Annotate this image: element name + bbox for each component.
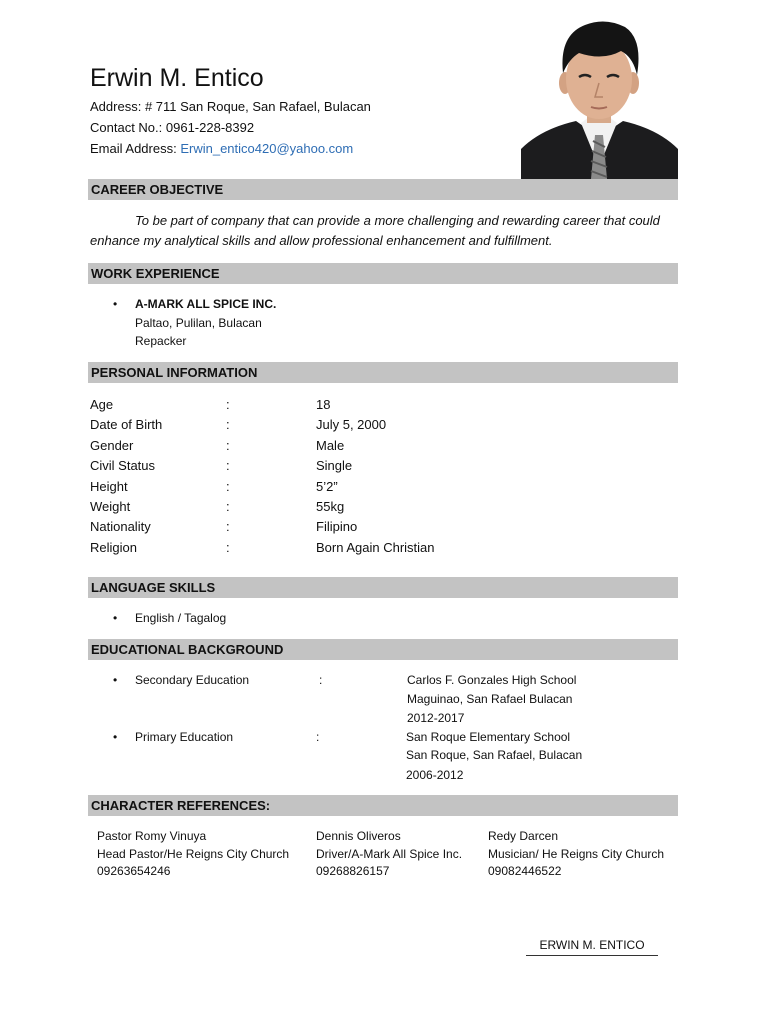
career-objective-heading: CAREER OBJECTIVE — [88, 179, 678, 200]
language-item: English / Tagalog — [135, 611, 227, 625]
edu-bullet: • — [113, 730, 118, 744]
edu-bullet: • — [113, 673, 118, 687]
pi-colon: : — [226, 519, 230, 534]
pi-value: Filipino — [316, 519, 358, 534]
reference-name: Dennis Oliveros — [316, 829, 401, 843]
address-line — [90, 99, 371, 114]
applicant-name: Erwin M. Entico — [90, 64, 264, 92]
pi-colon: : — [226, 479, 230, 494]
pi-label: Gender — [90, 438, 134, 453]
reference-phone: 09268826157 — [316, 864, 390, 878]
edu-school: Carlos F. Gonzales High School — [407, 673, 577, 687]
pi-value: 5’2” — [316, 479, 338, 494]
edu-years: 2012-2017 — [407, 711, 465, 725]
edu-colon: : — [319, 673, 323, 687]
pi-colon: : — [226, 397, 230, 412]
reference-title: Musician/ He Reigns City Church — [488, 847, 665, 861]
pi-colon: : — [226, 540, 230, 555]
character-references-heading: CHARACTER REFERENCES: — [88, 795, 678, 816]
reference-phone: 09082446522 — [488, 864, 562, 878]
pi-value: Born Again Christian — [316, 540, 435, 555]
career-objective-body: To be part of company that can provide a more challenging and rewarding career that could enhance my analytical skills and allow professional enhancement and fulfillment. — [90, 213, 660, 248]
pi-label: Age — [90, 397, 114, 412]
signature-name: ERWIN M. ENTICO — [526, 938, 658, 956]
contact-line — [90, 120, 254, 135]
pi-label: Date of Birth — [90, 417, 163, 432]
pi-value: Male — [316, 438, 345, 453]
edu-address: San Roque, San Rafael, Bulacan — [406, 748, 583, 762]
address-value: # 711 San Roque, San Rafael, Bulacan — [144, 99, 371, 114]
work-company: A-MARK ALL SPICE INC. — [135, 297, 277, 311]
pi-colon: : — [226, 417, 230, 432]
career-objective-text — [90, 211, 680, 251]
pi-value: 55kg — [316, 499, 345, 514]
personal-information-heading: PERSONAL INFORMATION — [88, 362, 678, 383]
pi-value: Single — [316, 458, 353, 473]
pi-colon: : — [226, 458, 230, 473]
work-location: Paltao, Pulilan, Bulacan — [135, 316, 262, 330]
contact-label: Contact No.: — [90, 120, 163, 135]
email-line — [90, 141, 353, 156]
pi-colon: : — [226, 438, 230, 453]
pi-label: Civil Status — [90, 458, 156, 473]
pi-value: 18 — [316, 397, 331, 412]
pi-label: Religion — [90, 540, 137, 555]
edu-level: Secondary Education — [135, 673, 250, 687]
reference-name: Pastor Romy Vinuya — [97, 829, 207, 843]
email-link[interactable]: Erwin_entico420@yahoo.com — [180, 141, 354, 156]
reference-phone: 09263654246 — [97, 864, 171, 878]
pi-label: Weight — [90, 499, 131, 514]
address-label: Address: — [90, 99, 142, 114]
language-bullet: • — [113, 611, 118, 625]
edu-school: San Roque Elementary School — [406, 730, 571, 744]
work-bullet: • — [113, 297, 118, 311]
edu-address: Maguinao, San Rafael Bulacan — [407, 692, 573, 706]
pi-label: Nationality — [90, 519, 151, 534]
work-experience-heading: WORK EXPERIENCE — [88, 263, 678, 284]
edu-years: 2006-2012 — [406, 768, 464, 782]
edu-colon: : — [316, 730, 320, 744]
pi-colon: : — [226, 499, 230, 514]
language-skills-heading: LANGUAGE SKILLS — [88, 577, 678, 598]
reference-title: Head Pastor/He Reigns City Church — [97, 847, 290, 861]
reference-name: Redy Darcen — [488, 829, 559, 843]
reference-title: Driver/A-Mark All Spice Inc. — [316, 847, 463, 861]
pi-label: Height — [90, 479, 128, 494]
email-label: Email Address: — [90, 141, 177, 156]
educational-background-heading: EDUCATIONAL BACKGROUND — [88, 639, 678, 660]
pi-value: July 5, 2000 — [316, 417, 387, 432]
applicant-photo — [521, 17, 678, 179]
contact-value: 0961-228-8392 — [165, 120, 255, 135]
edu-level: Primary Education — [135, 730, 234, 744]
work-position: Repacker — [135, 334, 187, 348]
